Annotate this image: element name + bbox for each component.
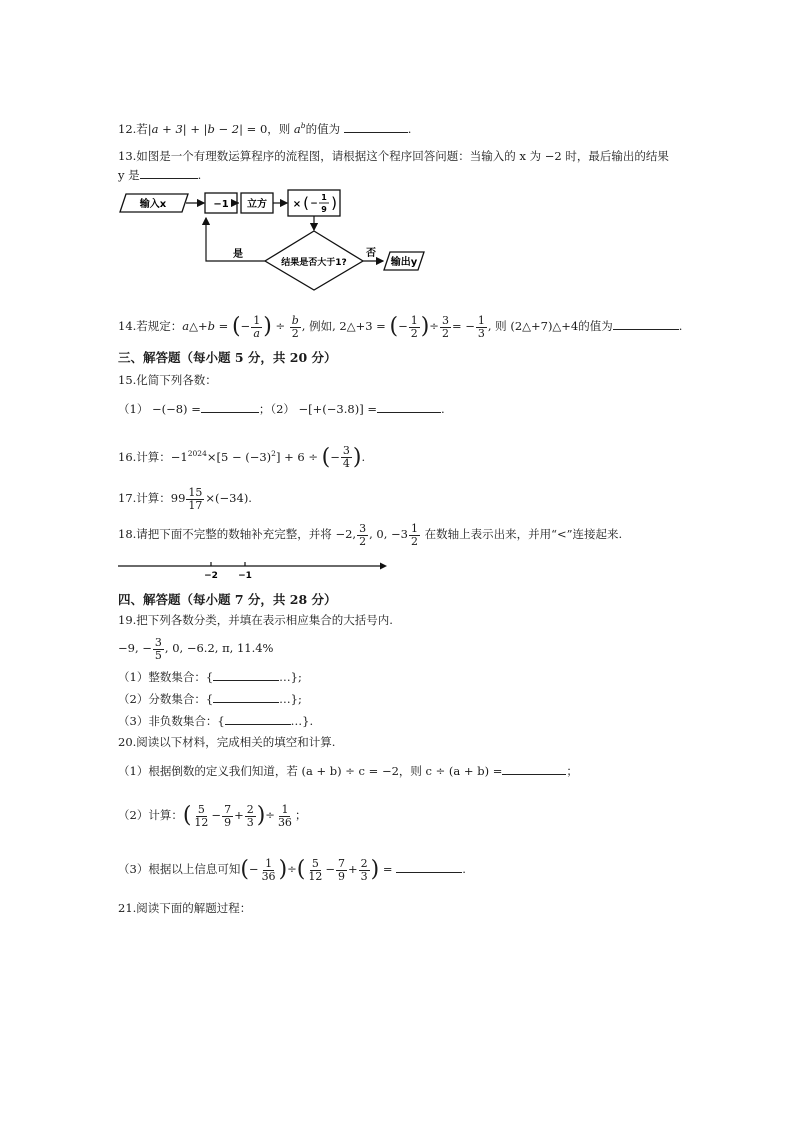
q14-expr: (2△+7)△+4 — [510, 319, 579, 333]
q20-title: 20.阅读以下材料，完成相关的填空和计算. — [118, 735, 336, 749]
q18-mid: , 0, −3 — [369, 527, 408, 541]
q16-num: 3 — [342, 444, 350, 458]
flow-output — [384, 252, 424, 270]
flow-cube-label: 立方 — [247, 199, 267, 210]
q12: 12.若|a + 3| + |b − 2| = 0，则 $a^b$的值为 . — [118, 121, 412, 136]
q14-example: , 例如, 2△+3 = — [301, 319, 386, 333]
q17-prefix: 17.计算：99 — [118, 491, 186, 505]
q14-n4: 3 — [441, 313, 449, 327]
q17-den: 17 — [188, 498, 203, 512]
q12-base: a — [293, 121, 301, 136]
q21-title: 21.阅读下面的解题过程： — [118, 901, 252, 915]
q20-d3: 3 — [246, 815, 254, 829]
q16-exp2: 2 — [271, 449, 276, 458]
q20-part2: （2）计算：( $\frac{5}{12}$ − $\frac{7}{9}$ + $\frac{2}{3}$ )÷ $\frac{1}{36}$ ； — [118, 802, 307, 829]
q14-end: . — [678, 319, 683, 333]
flow-decision — [265, 231, 363, 290]
q20-frac5 — [260, 858, 278, 883]
q16-mid: ×[5 − (−3) — [206, 449, 272, 464]
flow-yes-label: 是 — [233, 249, 243, 260]
q20-n2: 7 — [224, 802, 232, 816]
q18-d: 2 — [359, 534, 367, 548]
q14-frac4 — [440, 315, 451, 340]
q20-n7: 7 — [338, 856, 346, 870]
q15-answer1-blank[interactable] — [201, 400, 259, 413]
q19-set2-end: …}; — [279, 692, 302, 706]
q20-d2: 9 — [224, 815, 232, 829]
q18-frac2 — [409, 523, 420, 548]
q20-part2-end: ； — [294, 808, 307, 822]
q19-set3-label: （3）非负数集合：{ — [118, 714, 225, 728]
q20-frac6 — [306, 858, 324, 883]
q20-n5: 1 — [265, 856, 273, 870]
q15-part2: ；（2） −[+(−3.8)] = — [258, 402, 377, 416]
q19-set2-label: （2）分数集合：{ — [118, 692, 214, 706]
q14-frac1 — [251, 315, 262, 340]
flow-multiply-sign: × — [292, 199, 302, 210]
q19-set3 — [118, 712, 313, 729]
q14-d5: 3 — [477, 326, 485, 340]
q15-answer2-blank[interactable] — [377, 400, 441, 413]
flow-output-label: 输出y — [390, 257, 418, 268]
q14-d1: a — [253, 326, 260, 340]
flow-minus: − — [310, 199, 318, 209]
q14-div: ÷ — [275, 319, 286, 333]
q14-n5: 1 — [477, 313, 485, 327]
q16-frac — [341, 445, 352, 470]
q19-set1-blank[interactable] — [213, 668, 279, 681]
q12-end: . — [407, 121, 412, 136]
q19-n: 3 — [154, 635, 162, 649]
q19-set1-end: …}; — [279, 670, 302, 684]
q20-part3-end: . — [462, 862, 466, 876]
q19-set1-label: （1）整数集合：{ — [118, 670, 214, 684]
q14-frac3 — [409, 315, 420, 340]
q20-n1: 5 — [197, 802, 205, 816]
q18-n: 3 — [359, 521, 367, 535]
q20-part1-end: ； — [566, 764, 578, 778]
q15-parts — [118, 400, 445, 417]
q13-line1: 13.如图是一个有理数运算程序的流程图，请根据这个程序回答问题：当输入的 x 为 −2 时，最后输出的结果 — [118, 149, 669, 163]
q20-part1-text: （1）根据倒数的定义我们知道，若 (a + b) ÷ c = −2，则 c ÷ (a + b) = — [118, 764, 503, 778]
q14-d3: 2 — [410, 326, 418, 340]
flow-cube-box — [241, 193, 273, 213]
q19-set2 — [118, 690, 302, 707]
flowchart — [118, 186, 438, 294]
q20-frac8 — [359, 858, 370, 883]
q18-prefix: 18.请把下面不完整的数轴补充完整，并将 −2, — [118, 527, 357, 541]
q19-nums-b: , 0, −6.2, π, 11.4% — [164, 641, 274, 655]
q15-title: 15.化简下列各数： — [118, 373, 217, 387]
q17-post: ×(−34). — [205, 491, 252, 505]
q13-y-label: y 是 — [118, 168, 140, 182]
q20-n4: 1 — [281, 802, 289, 816]
flow-input — [120, 194, 188, 212]
tick-label-neg2: −2 — [204, 571, 218, 581]
q19-set1 — [118, 668, 302, 685]
q20-d7: 9 — [338, 869, 346, 883]
flow-paren-close: ) — [331, 194, 337, 212]
flow-mul-num: 1 — [321, 193, 327, 202]
q20-d5: 36 — [261, 869, 276, 883]
flow-multiply-box — [288, 190, 340, 216]
q20-frac7 — [336, 858, 347, 883]
q16-den: 4 — [342, 457, 350, 471]
q13-answer-blank[interactable] — [140, 166, 198, 179]
flow-paren-open: ( — [303, 194, 309, 212]
q12-exp: b — [300, 121, 306, 130]
q20-part3-blank[interactable] — [396, 860, 462, 873]
q14-d4: 2 — [441, 326, 449, 340]
q16-prefix: 16.计算：−1 — [118, 449, 188, 464]
q17 — [118, 484, 252, 512]
q15-end: . — [440, 402, 445, 416]
q19-d: 5 — [154, 648, 162, 662]
q12-abs1: a + 3 — [151, 121, 183, 136]
q14-prefix: 14.若规定： — [118, 319, 183, 333]
q20-n6: 5 — [311, 856, 319, 870]
q20-part3-text: （3）根据以上信息可知 — [118, 862, 241, 876]
q20-d1: 12 — [194, 815, 209, 829]
q19-title: 19.把下列各数分类，并填在表示相应集合的大括号内. — [118, 613, 393, 627]
q16: 16.计算：$-1^{2024}\times[5 - (-3)^2] + 6$ ÷ (− $\frac{3}{4}$ ). — [118, 444, 366, 471]
q18-frac1 — [357, 523, 368, 548]
q16-exp2024: 2024 — [187, 449, 207, 458]
section-3-heading: 三、解答题（每小题 5 分，共 20 分） — [118, 350, 337, 365]
q17-frac — [186, 487, 204, 512]
q19-frac — [153, 637, 164, 662]
flow-minus1-box — [205, 193, 237, 213]
q18-post: 在数轴上表示出来，并用“<”连接起来. — [420, 527, 623, 541]
flow-decision-label: 结果是否大于1? — [281, 258, 347, 268]
q20-n3: 2 — [246, 802, 254, 816]
q14-post: 的值为 — [578, 319, 613, 333]
q18 — [118, 520, 622, 548]
q20-part1-blank[interactable] — [502, 762, 566, 775]
q14: 14.若规定：a△+b = (− $\frac{1}{a}$ ) ÷ $\frac{b}{2}$ , 例如, 2△+3 = (− $\frac{1}{2}$ )÷ $\frac{3}{2}$ = − $\frac{1}{3}$ , 则 (2△+7)△+4的值为 . — [118, 313, 683, 340]
q14-n1: 1 — [253, 313, 261, 327]
q12-eq: = 0，则 — [246, 121, 291, 136]
q20-d8: 3 — [360, 869, 368, 883]
q14-n3: 1 — [410, 313, 418, 327]
tick-label-neg1: −1 — [238, 571, 252, 581]
q14-then: , 则 — [487, 319, 507, 333]
q20-frac1 — [192, 804, 210, 829]
q14-answer-blank[interactable] — [613, 317, 679, 330]
number-line-arrow-icon — [380, 563, 387, 570]
q20-frac2 — [222, 804, 233, 829]
q17-num: 15 — [188, 485, 203, 499]
q20-part3: （3）根据以上信息可知(− $\frac{1}{36}$ )÷( $\frac{5}{12}$ − $\frac{7}{9}$ + $\frac{2}{3}$ ) = . — [118, 856, 466, 883]
q14-eq: = − — [451, 319, 475, 333]
q18-n2: 1 — [410, 521, 418, 535]
flow-minus1-label: −1 — [213, 199, 229, 210]
q15-part1: （1） −(−8) = — [118, 402, 201, 416]
section-4-heading: 四、解答题（每小题 7 分，共 28 分） — [118, 592, 337, 607]
flow-input-label: 输入x — [139, 199, 167, 210]
q14-def: a△+b = — [182, 319, 229, 333]
q14-frac2 — [290, 315, 301, 340]
q20-part2-text: （2）计算： — [118, 808, 183, 822]
q16-end: . — [361, 449, 366, 464]
q16-mid2: ] + 6 ÷ — [275, 449, 318, 464]
q20-frac3 — [245, 804, 256, 829]
q12-plus: + — [190, 121, 200, 136]
flow-mul-den: 9 — [321, 205, 327, 214]
q19-set2-blank[interactable] — [213, 690, 279, 703]
q20-part1 — [118, 762, 578, 779]
q14-n2: b — [291, 313, 299, 327]
number-line — [118, 558, 388, 582]
q14-frac5 — [476, 315, 487, 340]
q14-d2: 2 — [291, 326, 299, 340]
q20-d4: 36 — [277, 815, 292, 829]
q12-abs2: b − 2 — [207, 121, 240, 136]
q20-n8: 2 — [360, 856, 368, 870]
q13-line2 — [118, 166, 201, 183]
q12-prefix: 12.若 — [118, 121, 148, 136]
q13-end: . — [197, 168, 202, 182]
flow-no-label: 否 — [366, 248, 376, 259]
q12-post: 的值为 — [305, 121, 341, 136]
q20-frac4 — [276, 804, 294, 829]
q18-d2: 2 — [410, 534, 418, 548]
q19-set3-end: …}. — [290, 714, 314, 728]
q19-set3-blank[interactable] — [225, 712, 291, 725]
q19-numbers — [118, 634, 273, 662]
q19-nums-a: −9, − — [118, 641, 152, 655]
q20-d6: 12 — [308, 869, 323, 883]
q12-answer-blank[interactable] — [344, 120, 408, 133]
